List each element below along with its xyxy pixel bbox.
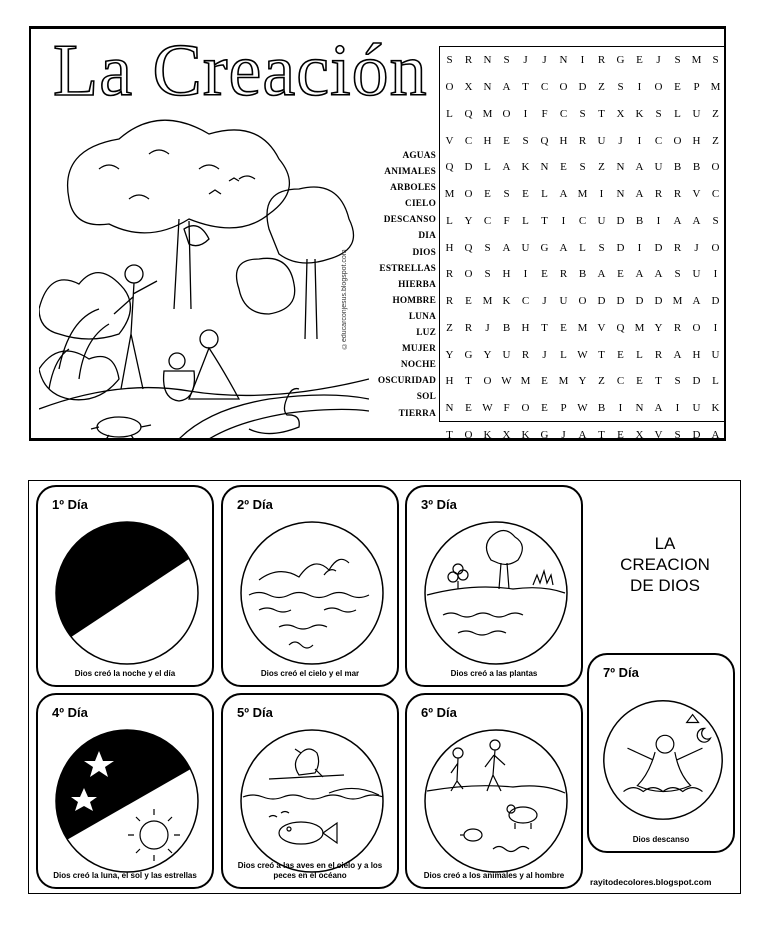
grid-cell: I: [637, 81, 642, 94]
heading-line-2: CREACION: [620, 555, 710, 574]
animals-and-man-illustration: [413, 723, 579, 875]
grid-cell: O: [521, 402, 530, 415]
grid-cell: P: [560, 402, 567, 415]
grid-cell: L: [446, 107, 453, 120]
grid-row: [440, 181, 725, 208]
grid-cell: H: [445, 375, 454, 388]
grid-cell: C: [559, 107, 568, 120]
grid-cell: E: [503, 134, 510, 147]
day-caption: Dios creó a los animales y al hombre: [423, 871, 565, 880]
day-title: 6º Día: [421, 705, 457, 720]
day-title: 1º Día: [52, 497, 88, 512]
grid-cell: J: [542, 348, 547, 361]
grid-cell: Y: [445, 348, 454, 361]
grid-cell: Y: [464, 214, 473, 227]
word-list-item: DIA: [418, 231, 436, 242]
site-footer: rayitodecolores.blogspot.com: [590, 877, 712, 887]
grid-cell: J: [542, 54, 547, 67]
grid-cell: M: [482, 295, 493, 308]
grid-cell: E: [617, 268, 624, 281]
grid-cell: R: [521, 348, 530, 361]
moon-sun-stars-illustration: [44, 723, 210, 875]
grid-cell: Q: [464, 107, 473, 120]
grid-cell: A: [635, 268, 644, 281]
grid-row: [440, 315, 725, 342]
grid-cell: F: [503, 402, 510, 415]
grid-cell: K: [521, 161, 530, 174]
grid-cell: W: [482, 402, 493, 415]
grid-cell: W: [501, 375, 512, 388]
day-card-2: [221, 485, 399, 687]
grid-cell: O: [673, 134, 682, 147]
grid-cell: C: [540, 81, 549, 94]
grid-cell: E: [541, 375, 548, 388]
word-list-item: MUJER: [401, 344, 436, 355]
word-list-item: LUZ: [416, 328, 436, 339]
grid-cell: R: [673, 241, 682, 254]
grid-cell: M: [558, 375, 569, 388]
grid-cell: E: [484, 188, 491, 201]
grid-cell: I: [561, 214, 566, 227]
grid-cell: M: [710, 81, 721, 94]
grid-cell: V: [692, 188, 701, 201]
day-title: 7º Día: [603, 665, 639, 680]
word-list-item: CIELO: [405, 199, 436, 210]
grid-cell: E: [560, 321, 567, 334]
grid-cell: R: [673, 321, 682, 334]
grid-cell: R: [445, 268, 454, 281]
grid-cell: D: [654, 241, 663, 254]
grid-cell: O: [502, 107, 511, 120]
grid-cell: C: [711, 188, 720, 201]
word-list-item: DESCANSO: [383, 215, 436, 226]
grid-cell: C: [464, 134, 473, 147]
grid-cell: S: [617, 81, 624, 94]
day-card-7: [587, 653, 735, 853]
grid-cell: I: [656, 214, 661, 227]
grid-cell: V: [445, 134, 454, 147]
grid-cell: A: [673, 214, 682, 227]
grid-cell: G: [616, 54, 625, 67]
grid-cell: U: [692, 402, 701, 415]
grid-cell: U: [502, 348, 511, 361]
grid-cell: D: [654, 295, 663, 308]
grid-row: [440, 261, 725, 288]
grid-cell: I: [713, 268, 718, 281]
day-caption: Dios creó la luna, el sol y las estrellas: [53, 871, 197, 880]
grid-cell: S: [598, 241, 605, 254]
grid-cell: S: [503, 188, 510, 201]
grid-cell: Z: [446, 321, 453, 334]
grid-cell: C: [521, 295, 530, 308]
grid-cell: W: [577, 348, 588, 361]
grid-cell: J: [561, 428, 566, 441]
grid-cell: I: [523, 107, 528, 120]
grid-cell: D: [616, 295, 625, 308]
grid-cell: M: [672, 295, 683, 308]
grid-cell: I: [637, 134, 642, 147]
grid-cell: L: [446, 214, 453, 227]
grid-cell: T: [465, 375, 472, 388]
grid-cell: D: [692, 375, 701, 388]
grid-cell: P: [693, 81, 700, 94]
grid-cell: E: [465, 295, 472, 308]
grid-cell: J: [656, 54, 661, 67]
day-title: 5º Día: [237, 705, 273, 720]
grid-cell: C: [578, 214, 587, 227]
grid-cell: F: [503, 214, 510, 227]
grid-cell: L: [636, 348, 643, 361]
day-card-4: [36, 693, 214, 889]
grid-row: [440, 368, 725, 395]
grid-cell: D: [711, 295, 720, 308]
grid-cell: A: [692, 214, 701, 227]
word-list-item: ARBOLES: [390, 183, 436, 194]
word-list-item: NOCHE: [400, 360, 436, 371]
grid-cell: X: [464, 81, 473, 94]
grid-cell: J: [694, 241, 699, 254]
grid-cell: A: [502, 81, 511, 94]
grid-cell: J: [485, 321, 490, 334]
grid-row: [440, 234, 725, 261]
day-card-5: [221, 693, 399, 889]
grid-cell: V: [654, 428, 663, 441]
grid-cell: J: [542, 295, 547, 308]
grid-cell: W: [577, 402, 588, 415]
grid-cell: C: [483, 214, 492, 227]
grid-cell: O: [711, 241, 720, 254]
grid-cell: S: [484, 268, 491, 281]
grid-cell: O: [711, 161, 720, 174]
grid-cell: B: [635, 214, 644, 227]
grid-cell: G: [464, 348, 473, 361]
day-caption: Dios creó a las aves en el cielo y a los peces en el océano: [237, 861, 383, 880]
grid-cell: S: [674, 428, 681, 441]
grid-cell: O: [559, 81, 568, 94]
grid-cell: R: [654, 348, 663, 361]
word-list-item: ESTRELLAS: [379, 263, 436, 274]
grid-cell: Q: [445, 161, 454, 174]
grid-cell: S: [484, 241, 491, 254]
grid-cell: H: [692, 348, 701, 361]
grid-row: [440, 74, 725, 101]
grid-cell: Z: [598, 375, 605, 388]
grid-cell: E: [674, 81, 681, 94]
plants-illustration: [413, 515, 579, 667]
grid-cell: A: [559, 188, 568, 201]
grid-cell: E: [541, 268, 548, 281]
grid-cell: O: [445, 81, 454, 94]
grid-cell: A: [692, 295, 701, 308]
grid-cell: L: [579, 241, 586, 254]
grid-cell: A: [654, 268, 663, 281]
grid-cell: D: [464, 161, 473, 174]
grid-cell: X: [616, 107, 625, 120]
grid-cell: U: [692, 107, 701, 120]
grid-cell: D: [616, 214, 625, 227]
grid-cell: G: [540, 241, 549, 254]
grid-row: [440, 395, 725, 422]
heading-line-3: DE DIOS: [630, 576, 700, 595]
grid-row: [440, 101, 725, 128]
grid-cell: I: [523, 268, 528, 281]
grid-cell: O: [483, 375, 492, 388]
grid-cell: A: [578, 428, 587, 441]
grid-cell: E: [560, 161, 567, 174]
grid-cell: E: [617, 428, 624, 441]
grid-cell: Q: [540, 134, 549, 147]
grid-cell: I: [599, 188, 604, 201]
grid-cell: L: [674, 107, 681, 120]
day-title: 3º Día: [421, 497, 457, 512]
grid-cell: K: [502, 295, 511, 308]
worksheet-title: La Creación: [53, 30, 428, 112]
grid-cell: J: [618, 134, 623, 147]
grid-cell: Q: [616, 321, 625, 334]
grid-cell: E: [617, 348, 624, 361]
grid-cell: A: [635, 161, 644, 174]
grid-cell: T: [598, 107, 605, 120]
grid-cell: M: [482, 107, 493, 120]
creation-days-worksheet: [28, 480, 741, 894]
grid-cell: R: [464, 321, 473, 334]
grid-cell: O: [578, 295, 587, 308]
grid-cell: E: [541, 402, 548, 415]
grid-cell: N: [483, 54, 492, 67]
grid-cell: N: [483, 81, 492, 94]
grid-cell: L: [541, 188, 548, 201]
word-list-item: HIERBA: [398, 279, 436, 290]
grid-cell: M: [444, 188, 455, 201]
grid-cell: R: [654, 188, 663, 201]
grid-cell: R: [445, 295, 454, 308]
grid-cell: U: [597, 134, 606, 147]
word-list-item: ANIMALES: [384, 167, 436, 178]
grid-cell: S: [579, 161, 586, 174]
grid-cell: M: [520, 375, 531, 388]
grid-cell: K: [521, 428, 530, 441]
grid-cell: H: [521, 321, 530, 334]
grid-cell: U: [692, 268, 701, 281]
day-title: 4º Día: [52, 705, 88, 720]
watermark: ©educarconjesus.blogspot.com: [341, 249, 348, 349]
grid-cell: I: [618, 402, 623, 415]
day-card-1: [36, 485, 214, 687]
grid-cell: I: [580, 54, 585, 67]
day-caption: Dios descanso: [632, 835, 690, 844]
day-card-3: [405, 485, 583, 687]
grid-cell: N: [445, 402, 454, 415]
grid-cell: C: [616, 375, 625, 388]
grid-cell: I: [713, 321, 718, 334]
grid-cell: D: [692, 428, 701, 441]
grid-cell: F: [541, 107, 548, 120]
grid-cell: A: [711, 428, 720, 441]
grid-cell: E: [636, 375, 643, 388]
grid-row: [440, 341, 725, 368]
grid-cell: O: [464, 428, 473, 441]
worksheet-heading: [599, 533, 731, 596]
grid-cell: T: [541, 321, 548, 334]
grid-cell: J: [523, 54, 528, 67]
grid-cell: R: [578, 134, 587, 147]
grid-cell: S: [655, 107, 662, 120]
grid-cell: U: [521, 241, 530, 254]
grid-cell: H: [483, 134, 492, 147]
grid-cell: S: [712, 54, 719, 67]
grid-cell: S: [712, 214, 719, 227]
grid-cell: N: [616, 188, 625, 201]
grid-cell: T: [541, 214, 548, 227]
grid-cell: D: [578, 81, 587, 94]
grid-cell: S: [674, 375, 681, 388]
grid-cell: K: [483, 428, 492, 441]
grid-cell: N: [635, 402, 644, 415]
grid-cell: I: [637, 241, 642, 254]
night-and-day-illustration: [44, 515, 210, 667]
grid-cell: A: [654, 402, 663, 415]
grid-cell: T: [522, 81, 529, 94]
word-list-item: LUNA: [408, 311, 436, 322]
grid-cell: B: [692, 161, 701, 174]
grid-cell: R: [464, 54, 473, 67]
grid-cell: Y: [654, 321, 663, 334]
day-card-6: [405, 693, 583, 889]
grid-cell: S: [579, 107, 586, 120]
grid-cell: B: [502, 321, 511, 334]
grid-cell: A: [673, 348, 682, 361]
grid-cell: S: [446, 54, 453, 67]
grid-cell: A: [635, 188, 644, 201]
grid-cell: H: [445, 241, 454, 254]
word-list-item: TIERRA: [398, 408, 436, 419]
word-list-item: HOMBRE: [392, 295, 436, 306]
word-search-worksheet: [29, 26, 726, 441]
grid-cell: D: [635, 295, 644, 308]
grid-cell: R: [559, 268, 568, 281]
grid-cell: A: [559, 241, 568, 254]
grid-cell: M: [577, 188, 588, 201]
day-caption: Dios creó a las plantas: [450, 669, 538, 678]
grid-cell: S: [674, 268, 681, 281]
grid-cell: U: [597, 214, 606, 227]
grid-cell: X: [502, 428, 511, 441]
grid-cell: A: [597, 268, 606, 281]
grid-row: [440, 208, 725, 235]
grid-cell: M: [577, 321, 588, 334]
grid-cell: V: [597, 321, 606, 334]
grid-cell: H: [692, 134, 701, 147]
grid-cell: D: [597, 295, 606, 308]
grid-cell: H: [502, 268, 511, 281]
grid-cell: N: [559, 54, 568, 67]
grid-cell: E: [465, 402, 472, 415]
grid-cell: Q: [464, 241, 473, 254]
grid-cell: M: [691, 54, 702, 67]
grid-cell: N: [616, 161, 625, 174]
grid-cell: Z: [598, 161, 605, 174]
day-caption: Dios creó la noche y el día: [74, 669, 176, 678]
sky-and-sea-illustration: [229, 515, 395, 667]
grid-cell: B: [578, 268, 587, 281]
heading-line-1: LA: [654, 534, 676, 553]
grid-cell: S: [503, 54, 510, 67]
grid-cell: E: [522, 188, 529, 201]
grid-cell: L: [522, 214, 529, 227]
word-list-item: DIOS: [412, 247, 436, 258]
grid-row: [440, 154, 725, 181]
grid-cell: T: [655, 375, 662, 388]
garden-of-eden-illustration: [39, 109, 369, 441]
grid-cell: K: [635, 107, 644, 120]
grid-cell: Z: [712, 107, 719, 120]
grid-cell: B: [597, 402, 606, 415]
grid-row: [440, 288, 725, 315]
grid-cell: U: [559, 295, 568, 308]
grid-cell: X: [635, 428, 644, 441]
birds-and-fish-illustration: [229, 723, 395, 875]
grid-cell: G: [540, 428, 549, 441]
grid-cell: K: [711, 402, 720, 415]
word-list-item: AGUAS: [402, 151, 436, 161]
grid-cell: R: [597, 54, 606, 67]
grid-cell: Y: [578, 375, 587, 388]
grid-row: [440, 47, 725, 74]
grid-cell: S: [674, 54, 681, 67]
grid-cell: A: [502, 241, 511, 254]
grid-cell: Z: [598, 81, 605, 94]
grid-cell: T: [446, 428, 453, 441]
grid-cell: E: [636, 54, 643, 67]
grid-cell: R: [673, 188, 682, 201]
grid-cell: D: [616, 241, 625, 254]
grid-cell: U: [654, 161, 663, 174]
grid-cell: L: [560, 348, 567, 361]
grid-row: [440, 422, 725, 442]
grid-cell: H: [559, 134, 568, 147]
grid-cell: N: [540, 161, 549, 174]
grid-cell: C: [654, 134, 663, 147]
grid-cell: O: [464, 188, 473, 201]
grid-cell: T: [598, 348, 605, 361]
word-list: [356, 148, 436, 422]
word-list-item: SOL: [416, 392, 436, 403]
grid-cell: T: [598, 428, 605, 441]
grid-cell: O: [654, 81, 663, 94]
grid-cell: I: [675, 402, 680, 415]
grid-cell: L: [484, 161, 491, 174]
grid-row: [440, 127, 725, 154]
grid-cell: O: [692, 321, 701, 334]
god-resting-illustration: [593, 683, 733, 833]
grid-cell: L: [712, 375, 719, 388]
word-search-grid: [439, 46, 726, 441]
grid-cell: B: [673, 161, 682, 174]
grid-cell: Y: [483, 348, 492, 361]
grid-cell: Z: [712, 134, 719, 147]
day-caption: Dios creó el cielo y el mar: [260, 669, 360, 678]
word-list-item: OSCURIDAD: [377, 376, 436, 387]
grid-cell: M: [634, 321, 645, 334]
grid-cell: A: [502, 161, 511, 174]
grid-cell: O: [464, 268, 473, 281]
day-title: 2º Día: [237, 497, 273, 512]
grid-cell: S: [522, 134, 529, 147]
grid-cell: U: [711, 348, 720, 361]
